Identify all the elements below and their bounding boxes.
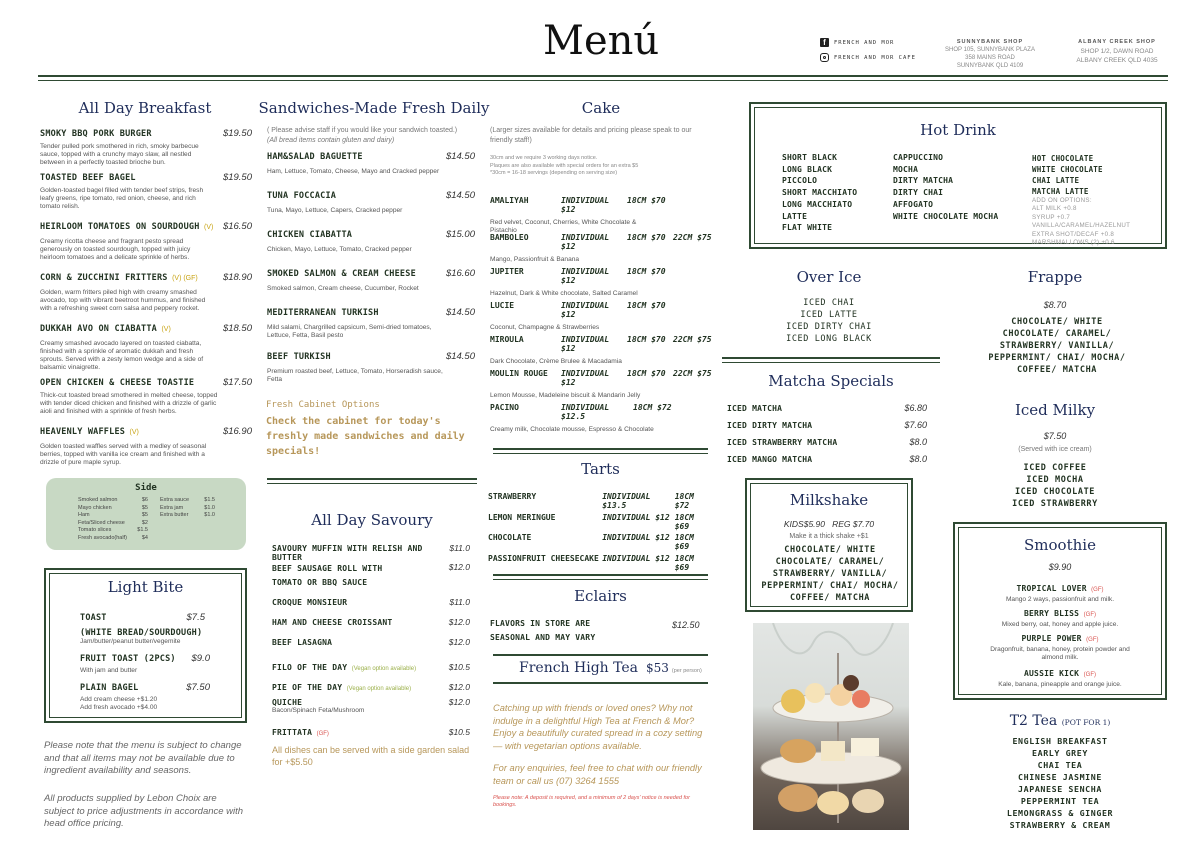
item-desc: Creamy ricotta cheese and fragrant pesto spread generously on toasted sourdough, topped with juicy heirloom tomatoes and a delicate sprinkle of herbs. bbox=[40, 238, 191, 261]
frappe-title: Frappe bbox=[1027, 268, 1083, 286]
list-item: JUPITER INDIVIDUAL $12 18CM $70 Hazelnut, Dark & White chocolate, Salted Caramel bbox=[490, 267, 715, 301]
side-item: Extra jam $1.0 bbox=[160, 504, 215, 511]
item-name: TOAST bbox=[80, 613, 107, 623]
list-item: STRAWBERRY INDIVIDUAL $13.5 18CM $72 bbox=[488, 492, 694, 510]
drink-item: LONG BLACK bbox=[782, 164, 833, 174]
item-name: CORN & ZUCCHINI FRITTERS bbox=[40, 273, 168, 283]
high-tea-stand-image bbox=[753, 623, 909, 830]
cake-note-sizes: (Larger sizes available for details and pricing please speak to our friendly staff!) bbox=[490, 127, 692, 144]
list-item: AMALIYAH INDIVIDUAL $12 18CM $70 Red velvet, Coconut, Cherries, White Chocolate & Pistachio bbox=[490, 196, 666, 234]
side-title: Side bbox=[135, 483, 157, 493]
item-name: TOASTED BEEF BAGEL bbox=[40, 173, 136, 183]
item-price: $16.50 bbox=[222, 221, 252, 232]
item-price: $14.50 bbox=[445, 307, 475, 318]
drink-item: CAPPUCCINO bbox=[893, 153, 944, 162]
sandwiches-note-gluten: (All bread items contain gluten and dairy) bbox=[267, 136, 395, 144]
header-divider-top bbox=[38, 75, 1168, 77]
item-name: HAM&SALAD BAGUETTE bbox=[267, 152, 363, 162]
iced-milky-note: (Served with ice cream) bbox=[1018, 446, 1092, 453]
light-bite-list bbox=[80, 612, 220, 712]
t2-title: T2 Tea bbox=[1009, 713, 1058, 729]
high-tea-header bbox=[519, 660, 702, 676]
drink-item: SHORT BLACK bbox=[782, 153, 838, 162]
list-item: ICED STRAWBERRY MATCHA $8.0 bbox=[727, 437, 927, 447]
sandwiches-note-toast: ( Please advise staff if you would like your sandwich toasted.) bbox=[267, 127, 458, 134]
hot-drink-title: Hot Drink bbox=[920, 121, 996, 139]
list-item: PASSIONFRUIT CHEESECAKE INDIVIDUAL $12 18CM $69 bbox=[488, 554, 694, 572]
list-item: ICED DIRTY MATCHA $7.60 bbox=[727, 420, 927, 430]
iced-milky-list bbox=[985, 462, 1125, 510]
item-price: $7.5 bbox=[186, 612, 205, 623]
iced-milky-title: Iced Milky bbox=[1014, 401, 1096, 419]
eclairs-price: $12.50 bbox=[672, 620, 700, 630]
smoothie-price: $9.90 bbox=[1048, 562, 1072, 572]
tarts-title: Tarts bbox=[581, 460, 620, 478]
item-desc: Smoked salmon, Cream cheese, Cucumber, Rocket bbox=[267, 285, 419, 292]
item-name: JUPITER bbox=[490, 267, 524, 276]
item-price: $14.50 bbox=[445, 351, 475, 362]
drink-item: LATTE bbox=[782, 211, 808, 221]
list-item: FRITTATA (GF) $10.5 bbox=[272, 727, 470, 737]
item-name: HEAVENLY WAFFLES bbox=[40, 427, 126, 437]
breakfast-list bbox=[40, 128, 252, 467]
savoury-divider-top bbox=[267, 478, 477, 480]
item-name: DUKKAH AVO ON CIABATTA bbox=[40, 324, 157, 334]
drink-item: ICED LATTE bbox=[800, 310, 858, 320]
item-price: $18.90 bbox=[222, 272, 252, 283]
list-item bbox=[267, 268, 475, 307]
over-ice-list bbox=[760, 297, 898, 345]
item-name: OPEN CHICKEN & CHEESE TOASTIE bbox=[40, 378, 195, 388]
savoury-list bbox=[272, 543, 470, 740]
item-price: $14.50 bbox=[445, 190, 475, 201]
eclairs-title: Eclairs bbox=[574, 587, 627, 605]
list-item bbox=[267, 307, 475, 351]
shop-name: SUNNYBANK SHOP bbox=[956, 39, 1024, 45]
item-name: TUNA FOCCACIA bbox=[267, 191, 337, 201]
footnote-availability: Please note that the menu is subject to change and that all items may not be available due to ingredient availability and seasons. bbox=[44, 740, 242, 776]
high-tea-price: $53 bbox=[646, 661, 669, 675]
tarts-divider bbox=[493, 448, 708, 450]
tea-item: CHAI TEA bbox=[1037, 760, 1083, 770]
side-item: Extra butter $1.0 bbox=[160, 512, 215, 518]
item-name: SMOKED SALMON & CREAM CHEESE bbox=[267, 269, 416, 279]
matcha-list bbox=[727, 403, 927, 464]
item-desc: Creamy milk, Chocolate mousse, Espresso & Chocolate bbox=[490, 426, 654, 433]
list-item: PIE OF THE DAY (Vegan option available) $12.0 bbox=[272, 682, 470, 692]
shop-albany-creek bbox=[1062, 38, 1172, 65]
high-tea-photo bbox=[753, 623, 909, 830]
drink-item: ICED CHOCOLATE bbox=[1014, 487, 1096, 497]
footnote-pricing: All products supplied by Lebon Choix are subject to price adjustments in accordance with head office pricing. bbox=[44, 793, 244, 829]
sandwich-list bbox=[267, 151, 475, 384]
list-item: SAVOURY MUFFIN WITH RELISH AND BUTTER $11.0 bbox=[272, 543, 470, 562]
shop-name: ALBANY CREEK SHOP bbox=[1078, 39, 1156, 45]
eclairs-divider-2 bbox=[493, 579, 708, 580]
list-item: CHOCOLATE INDIVIDUAL $12 18CM $69 bbox=[488, 533, 694, 551]
drink-item: MATCHA LATTE bbox=[1032, 187, 1089, 196]
item-desc: Premium roasted beef, Lettuce, Tomato, Horseradish sauce, Fetta bbox=[267, 368, 443, 383]
light-bite-title: Light Bite bbox=[107, 578, 184, 596]
item-desc: Coconut, Champagne & Strawberries bbox=[490, 324, 600, 331]
item-desc: Dark Chocolate, Crème Brulee & Macadamia bbox=[490, 358, 622, 365]
list-item bbox=[40, 128, 252, 167]
drink-item: MOCHA bbox=[893, 164, 919, 174]
drink-item: HOT CHOCOLATE bbox=[1032, 154, 1094, 163]
iced-milky-price: $7.50 bbox=[1043, 431, 1067, 441]
item-price: $17.50 bbox=[222, 377, 252, 388]
list-item bbox=[40, 267, 252, 313]
item-name: BEEF TURKISH bbox=[267, 352, 331, 362]
list-item bbox=[80, 653, 220, 675]
drink-item: DIRTY MATCHA bbox=[893, 176, 954, 186]
cabinet-title: Fresh Cabinet Options bbox=[266, 400, 380, 410]
item-tag: (V) bbox=[129, 429, 139, 436]
list-item: BEEF LASAGNA $12.0 bbox=[272, 637, 470, 647]
item-desc: Tuna, Mayo, Lettuce, Capers, Cracked pepper bbox=[267, 207, 403, 214]
item-desc: Mild salami, Chargrilled capsicum, Semi-dried tomatoes, Lettuce, Fetta, Basil pesto bbox=[267, 324, 432, 339]
cake-title: Cake bbox=[581, 99, 621, 117]
frappe-flavours: CHOCOLATE/ WHITE CHOCOLATE/ CARAMEL/ STRAWBERRY/ VANILLA/ PEPPERMINT/ CHAI/ MOCHA/ COFFEE/ MATCHA bbox=[988, 317, 1126, 375]
cabinet-text: Check the cabinet for today's freshly made sandwiches and daily specials! bbox=[266, 416, 465, 457]
item-desc: With jam and butter bbox=[80, 667, 138, 674]
list-item: LUCIE INDIVIDUAL $12 18CM $70 Coconut, Champagne & Strawberries bbox=[490, 301, 715, 335]
side-item: Extra sauce $1.5 bbox=[160, 497, 215, 503]
breakfast-title: All Day Breakfast bbox=[78, 99, 212, 117]
list-item: BEEF SAUSAGE ROLL WITH TOMATO OR BBQ SAUCE $12.0 bbox=[272, 562, 470, 587]
item-name: MOULIN ROUGE bbox=[490, 369, 548, 378]
drink-item: ICED LONG BLACK bbox=[786, 334, 872, 344]
item-desc: Golden, warm fritters piled high with creamy smashed avocado, top with vibrant beetroot hummus, and finished with a refreshing sweet corn salsa and peppery rocket. bbox=[40, 289, 206, 312]
instagram-label[interactable]: FRENCH AND MOR CAFE bbox=[834, 54, 916, 61]
list-item: FILO OF THE DAY (Vegan option available) $10.5 bbox=[272, 662, 470, 672]
item-tag: (V) (GF) bbox=[172, 275, 198, 282]
list-item: PACINO INDIVIDUAL $12.5 18CM $72 Creamy milk, Chocolate mousse, Espresso & Chocolate bbox=[490, 403, 715, 434]
list-item: BAMBOLEO INDIVIDUAL $12 18CM $70 22CM $75 Mango, Passionfruit & Banana bbox=[490, 233, 715, 267]
drink-item: ICED STRAWBERRY bbox=[1012, 499, 1098, 509]
list-item: BERRY BLISS (GF) Mixed berry, oat, honey and apple juice. bbox=[1001, 609, 1119, 628]
item-name: SMOKY BBQ PORK BURGER bbox=[40, 129, 152, 139]
high-tea-p2: Enjoy a beautifully curated spread in a cozy setting — with vegetarian options available. bbox=[493, 728, 703, 751]
item-name: FRUIT TOAST (2PCS) bbox=[80, 654, 176, 664]
list-item: PURPLE POWER (GF) Dragonfruit, banana, honey, protein powder and almond milk. bbox=[990, 634, 1130, 661]
drink-item: WHITE CHOCOLATE bbox=[1032, 165, 1103, 174]
instagram-icon[interactable] bbox=[820, 53, 829, 62]
item-desc: Ham, Lettuce, Tomato, Cheese, Mayo and Cracked pepper bbox=[267, 168, 440, 175]
shop-line: SHOP 1/2, DAWN ROAD bbox=[1080, 48, 1154, 55]
drink-item: ICED COFFEE bbox=[1023, 463, 1087, 473]
list-item: MIROULA INDIVIDUAL $12 18CM $70 22CM $75 Dark Chocolate, Crème Brulee & Macadamia bbox=[490, 335, 715, 369]
high-tea-p1: Catching up with friends or loved ones? Why not indulge in a delightful High Tea at French & Mor? bbox=[493, 703, 695, 726]
item-desc: Thick-cut toasted bread smothered in melted cheese, topped with tender diced chicken and finished with a drizzle of garlic aioli and finished with a sprinkle of fresh herbs. bbox=[40, 392, 218, 415]
item-name: PLAIN BAGEL bbox=[80, 683, 139, 693]
drink-item: SHORT MACCHIATO bbox=[782, 188, 858, 198]
item-name: LUCIE bbox=[490, 301, 515, 310]
high-tea-divider bbox=[493, 654, 708, 656]
eclairs-divider bbox=[493, 574, 708, 576]
item-name: CHICKEN CIABATTA bbox=[267, 230, 353, 240]
drink-item: LONG MACCHIATO bbox=[782, 199, 853, 209]
high-tea-p3: For any enquiries, feel free to chat with our friendly team or call us (07) 3264 1555 bbox=[493, 763, 702, 786]
item-price: $7.50 bbox=[186, 682, 210, 693]
item-name: HEIRLOOM TOMATOES ON SOURDOUGH bbox=[40, 222, 200, 232]
matcha-divider-2 bbox=[722, 362, 940, 363]
item-price: $9.0 bbox=[191, 653, 210, 664]
tea-item: ENGLISH BREAKFAST bbox=[1012, 736, 1108, 746]
menu-title: Menú bbox=[543, 18, 660, 64]
side-item: Tomato slices $1.5 bbox=[78, 527, 148, 533]
milkshake-title: Milkshake bbox=[789, 491, 869, 509]
item-desc: Chicken, Mayo, Lettuce, Tomato, Cracked pepper bbox=[267, 246, 412, 253]
tea-item: STRAWBERRY & CREAM bbox=[1009, 820, 1111, 830]
drink-item: ICED CHAI bbox=[803, 298, 855, 308]
list-item: TROPICAL LOVER (GF) Mango 2 ways, passionfruit and milk. bbox=[1005, 584, 1115, 603]
item-desc: Tender pulled pork smothered in rich, smoky barbecue sauce, topped with a crunchy mayo slaw, all nestled between in a perfectly toasted brioche bun. bbox=[40, 143, 199, 166]
tea-item: JAPANESE SENCHA bbox=[1018, 784, 1102, 794]
t2-list bbox=[953, 735, 1167, 831]
item-desc: Golden-toasted bagel filled with tender beef strips, fresh leafy greens, ripe tomato, red onion, cheese, and rich tomato relish. bbox=[40, 187, 204, 210]
social-links bbox=[820, 38, 916, 62]
high-tea-per: (per person) bbox=[671, 668, 702, 674]
shop-line: ALBANY CREEK QLD 4035 bbox=[1076, 57, 1158, 64]
item-desc: Mango, Passionfruit & Banana bbox=[490, 256, 580, 263]
list-item bbox=[267, 351, 475, 384]
item-price: $18.50 bbox=[222, 323, 252, 334]
hot-drink-addons: ADD ON OPTIONS: ALT MILK +0.8 SYRUP +0.7 VANILLA/CARAMEL/HAZELNUT EXTRA SHOT/DECAF +0.8 MARSHMALLOWS (2) +0.6 bbox=[1032, 197, 1131, 247]
drink-item: WHITE CHOCOLATE MOCHA bbox=[893, 211, 999, 221]
frappe-price: $8.70 bbox=[1043, 300, 1067, 310]
item-name: MEDITERRANEAN TURKISH bbox=[267, 308, 379, 318]
cake-list bbox=[490, 196, 715, 434]
drink-item: FLAT WHITE bbox=[782, 223, 833, 233]
list-item bbox=[40, 216, 252, 262]
savoury-note: All dishes can be served with a side garden salad for +$5.50 bbox=[272, 745, 470, 767]
savoury-divider-top-2 bbox=[267, 483, 477, 484]
item-price: $16.60 bbox=[445, 268, 475, 279]
list-item: CROQUE MONSIEUR $11.0 bbox=[272, 597, 470, 607]
t2-header bbox=[953, 712, 1167, 730]
drink-item: ICED MOCHA bbox=[1026, 475, 1084, 485]
high-tea-p4: Please note: A deposit is required, and a minimum of 2 days' notice is needed for bookings. bbox=[493, 795, 690, 808]
header-divider-bottom bbox=[38, 80, 1168, 81]
facebook-icon[interactable]: f bbox=[820, 38, 829, 47]
side-item: Feta/Sliced cheese $2 bbox=[78, 519, 148, 526]
item-name: AMALIYAH bbox=[490, 196, 529, 205]
high-tea-divider-2 bbox=[493, 682, 708, 684]
list-item: MOULIN ROUGE INDIVIDUAL $12 18CM $70 22CM $75 Lemon Mousse, Madeleine biscuit & Mandarin Jelly bbox=[490, 369, 715, 403]
list-item: HAM AND CHEESE CROISSANT $12.0 bbox=[272, 617, 470, 627]
item-price: $19.50 bbox=[222, 128, 252, 139]
item-tag: (V) bbox=[161, 326, 171, 333]
hot-drink-col3 bbox=[1032, 153, 1103, 197]
tea-item: PEPPERMINT TEA bbox=[1020, 796, 1100, 806]
eclairs-text: FLAVORS IN STORE ARE SEASONAL AND MAY VARY bbox=[490, 619, 596, 642]
matcha-divider bbox=[722, 357, 940, 359]
item-name: BAMBOLEO bbox=[490, 233, 529, 242]
side-panel bbox=[46, 478, 246, 550]
item-sub: (WHITE BREAD/SOURDOUGH) bbox=[80, 628, 203, 638]
hot-drink-col2 bbox=[893, 152, 998, 222]
drink-item: AFFOGATO bbox=[893, 199, 934, 209]
sandwiches-notes bbox=[267, 126, 477, 145]
shop-line: SUNNYBANK QLD 4109 bbox=[956, 63, 1024, 69]
tea-item: LEMONGRASS & GINGER bbox=[1006, 808, 1114, 818]
milkshake-prices: KIDS$5.90 REG $7.70 bbox=[783, 519, 875, 529]
item-desc: Creamy smashed avocado layered on toasted ciabatta, finished with a sprinkle of aromatic dukkah and fresh sprouts. Served with a zesty lemon wedge and a side of balsamic vinaigrette. bbox=[40, 340, 204, 371]
hot-drink-col1 bbox=[782, 152, 857, 234]
smoothie-list bbox=[963, 578, 1157, 689]
tarts-list bbox=[488, 492, 713, 572]
drink-item: PICCOLO bbox=[782, 176, 818, 186]
side-item: Smoked salmon $6 bbox=[78, 497, 148, 503]
list-item bbox=[267, 229, 475, 268]
side-item: Ham $5 bbox=[78, 512, 148, 518]
smoothie-title: Smoothie bbox=[1024, 536, 1096, 554]
item-desc: Golden toasted waffles served with a medley of seasonal berries, topped with vanilla ice cream and finished with a drizzle of pure maple syrup. bbox=[40, 443, 207, 466]
tea-item: CHINESE JASMINE bbox=[1018, 772, 1102, 782]
list-item bbox=[267, 151, 475, 190]
shop-sunnybank bbox=[930, 38, 1050, 70]
item-price: $15.00 bbox=[445, 229, 475, 240]
list-item: ICED MANGO MATCHA $8.0 bbox=[727, 454, 927, 464]
list-item bbox=[40, 421, 252, 467]
savoury-title: All Day Savoury bbox=[311, 511, 433, 529]
milkshake-thick: Make it a thick shake +$1 bbox=[789, 533, 869, 540]
list-item bbox=[267, 190, 475, 229]
sandwiches-title: Sandwiches-Made Fresh Daily bbox=[258, 99, 490, 117]
item-price: $14.50 bbox=[445, 151, 475, 162]
item-desc: Add cream cheese +$1.20 Add fresh avocado +$4.00 bbox=[80, 696, 158, 711]
drink-item: ICED DIRTY CHAI bbox=[786, 322, 872, 332]
item-name: MIROULA bbox=[490, 335, 524, 344]
list-item bbox=[80, 612, 220, 646]
drink-item: DIRTY CHAI bbox=[893, 188, 944, 198]
milkshake-flavours: CHOCOLATE/ WHITE CHOCOLATE/ CARAMEL/ STRAWBERRY/ VANILLA/ PEPPERMINT/ CHAI/ MOCHA/ COFFEE/ MATCHA bbox=[761, 545, 899, 603]
list-item bbox=[40, 172, 252, 211]
matcha-title: Matcha Specials bbox=[768, 372, 894, 390]
list-item bbox=[40, 377, 252, 416]
item-price: $19.50 bbox=[222, 172, 252, 183]
shop-line: SHOP 105, SUNNYBANK PLAZA bbox=[945, 47, 1035, 53]
item-tag: (V) bbox=[203, 224, 214, 231]
side-item: Mayo chicken $5 bbox=[78, 504, 148, 511]
side-item: Fresh avocado(half) $4 bbox=[78, 534, 148, 541]
tarts-divider-2 bbox=[493, 453, 708, 454]
cake-note-orders: 30cm and we require 3 working days notice. Plaques are also available with special orders for an extra $5 *30cm = 16-18 servings (depending on serving size) bbox=[490, 155, 639, 176]
shop-line: 358 MAINS ROAD bbox=[965, 55, 1015, 61]
item-desc: Hazelnut, Dark & White chocolate, Salted Caramel bbox=[490, 290, 638, 297]
facebook-label[interactable]: FRENCH AND MOR bbox=[834, 39, 895, 46]
item-name: PACINO bbox=[490, 403, 519, 412]
tea-item: EARLY GREY bbox=[1032, 748, 1088, 758]
drink-item: CHAI LATTE bbox=[1032, 176, 1080, 185]
list-item: AUSSIE KICK (GF) Kale, banana, pineapple and orange juice. bbox=[998, 669, 1122, 688]
item-desc: Lemon Mousse, Madeleine biscuit & Mandarin Jelly bbox=[490, 392, 641, 399]
list-item bbox=[80, 682, 220, 712]
item-desc: Jam/butter/peanut butter/vegemite bbox=[80, 638, 181, 645]
list-item: LEMON MERINGUE INDIVIDUAL $12 18CM $69 bbox=[488, 513, 694, 531]
high-tea-description bbox=[493, 702, 711, 809]
t2-sub: (POT FOR 1) bbox=[1061, 718, 1111, 727]
over-ice-title: Over Ice bbox=[796, 268, 862, 286]
list-item: QUICHE $12.0 Bacon/Spinach Feta/Mushroom bbox=[272, 697, 470, 714]
list-item: ICED MATCHA $6.80 bbox=[727, 403, 927, 413]
item-price: $16.90 bbox=[222, 426, 252, 437]
list-item bbox=[40, 318, 252, 372]
high-tea-title: French High Tea bbox=[519, 660, 639, 676]
item-desc: Red velvet, Coconut, Cherries, White Chocolate & Pistachio bbox=[490, 219, 637, 234]
